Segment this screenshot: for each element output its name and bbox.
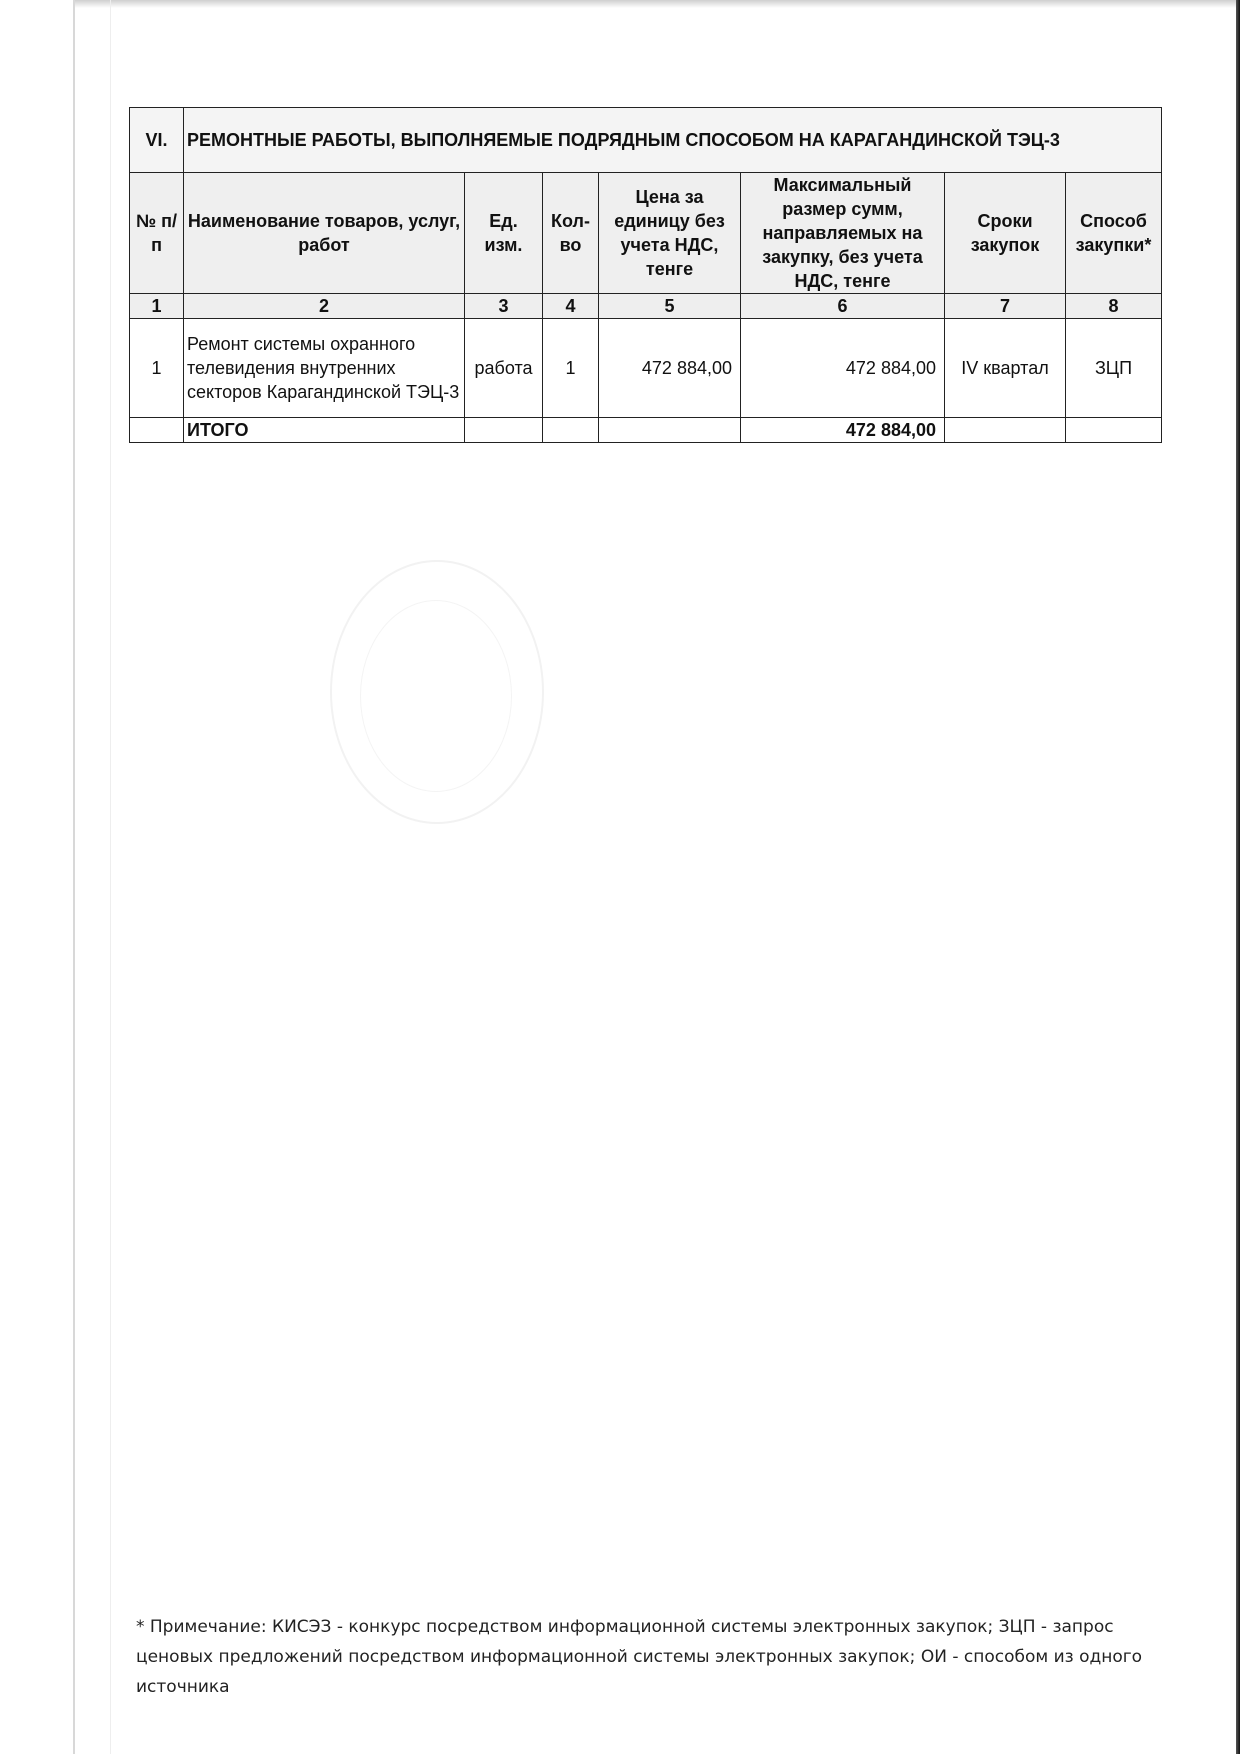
column-number: 5 — [599, 294, 741, 319]
row-name: Ремонт системы охранного телевидения внутренних секторов Карагандинской ТЭЦ-3 — [184, 319, 465, 418]
scan-shadow-top — [75, 0, 1240, 8]
total-empty-cell — [599, 418, 741, 443]
total-value: 472 884,00 — [741, 418, 945, 443]
row-price: 472 884,00 — [599, 319, 741, 418]
row-term: IV квартал — [945, 319, 1066, 418]
total-empty-cell — [945, 418, 1066, 443]
scan-edge-right — [1236, 0, 1240, 1754]
column-number: 6 — [741, 294, 945, 319]
header-num: № п/п — [130, 173, 184, 294]
row-method: ЗЦП — [1066, 319, 1162, 418]
table-row — [130, 319, 1162, 418]
total-empty-cell — [1066, 418, 1162, 443]
scan-edge-left — [73, 0, 75, 1754]
total-row — [130, 418, 1162, 443]
row-max-sum: 472 884,00 — [741, 319, 945, 418]
total-empty-cell — [543, 418, 599, 443]
header-price: Цена за единицу без учета НДС, тенге — [599, 173, 741, 294]
faint-stamp-inner — [360, 600, 512, 792]
column-number: 1 — [130, 294, 184, 319]
row-qty: 1 — [543, 319, 599, 418]
column-number-row — [130, 294, 1162, 319]
total-empty-cell — [465, 418, 543, 443]
column-number: 3 — [465, 294, 543, 319]
row-num: 1 — [130, 319, 184, 418]
total-empty-cell — [130, 418, 184, 443]
procurement-table — [129, 107, 1162, 443]
section-title: РЕМОНТНЫЕ РАБОТЫ, ВЫПОЛНЯЕМЫЕ ПОДРЯДНЫМ СПОСОБОМ НА КАРАГАНДИНСКОЙ ТЭЦ-3 — [184, 108, 1162, 173]
header-name: Наименование товаров, услуг, работ — [184, 173, 465, 294]
header-max-sum: Максимальный размер сумм, направляемых на закупку, без учета НДС, тенге — [741, 173, 945, 294]
header-row — [130, 173, 1162, 294]
column-number: 4 — [543, 294, 599, 319]
section-number: VI. — [130, 108, 184, 173]
column-number: 8 — [1066, 294, 1162, 319]
scan-edge-left-inner — [110, 0, 111, 1754]
column-number: 2 — [184, 294, 465, 319]
footnote: * Примечание: КИСЭЗ - конкурс посредством информационной системы электронных закупок; ЗЦП - запрос ценовых предложений посредством информационной системы электронных закупок; ОИ - способом из одного источника — [136, 1617, 1143, 1697]
header-method: Способ закупки* — [1066, 173, 1162, 294]
row-unit: работа — [465, 319, 543, 418]
header-qty: Кол-во — [543, 173, 599, 294]
section-row — [130, 108, 1162, 173]
header-term: Сроки закупок — [945, 173, 1066, 294]
header-unit: Ед. изм. — [465, 173, 543, 294]
column-number: 7 — [945, 294, 1066, 319]
total-label: ИТОГО — [184, 418, 465, 443]
